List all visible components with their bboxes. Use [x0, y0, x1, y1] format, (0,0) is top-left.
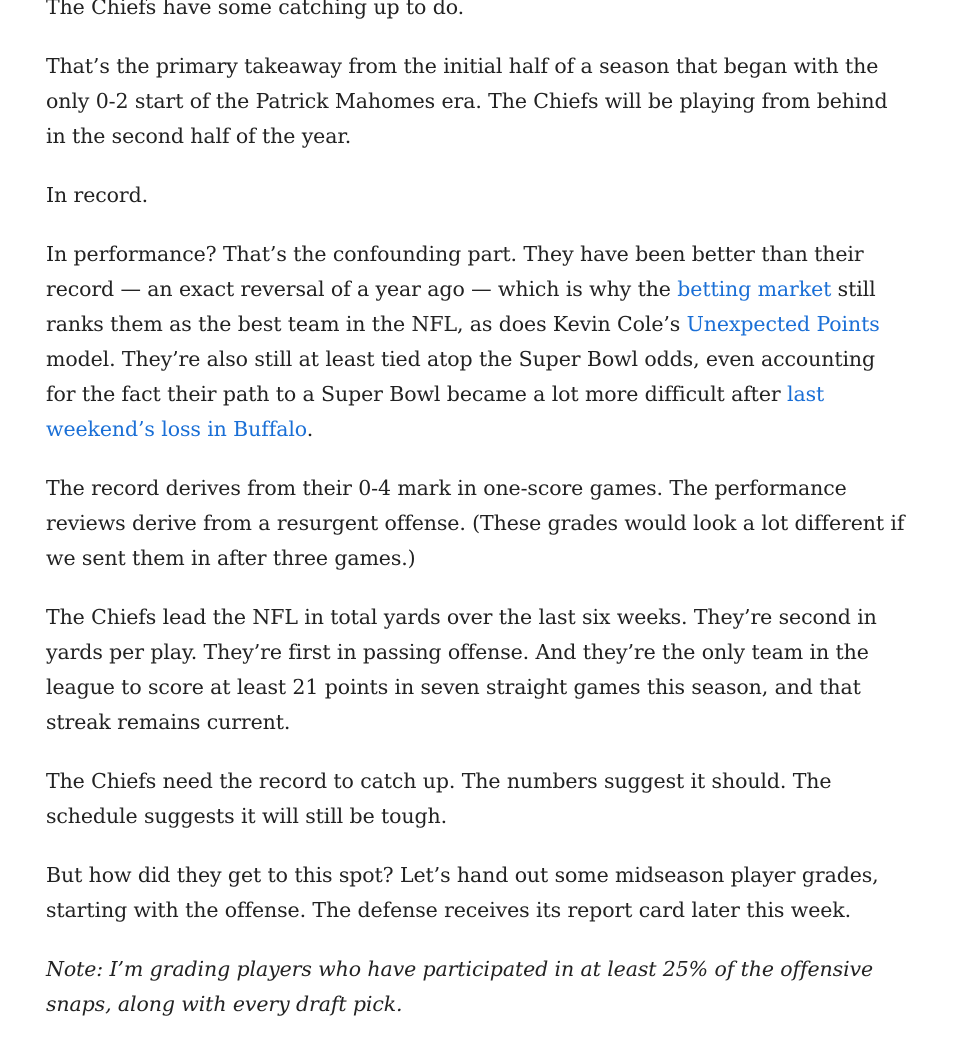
grading-note: Note: I’m grading players who have participated in at least 25% of the offensive snaps, along with every draft pick.	[46, 957, 874, 1016]
paragraph-text: .	[306, 417, 314, 441]
paragraph-takeaway: That’s the primary takeaway from the initial half of a season that began with the only 0-2 start of the Patrick Mahomes era. The Chiefs will be playing from behind in the second half of the year.	[46, 54, 888, 148]
unexpected-points-link[interactable]: Unexpected Points	[686, 312, 880, 336]
paragraph-in-record: In record.	[46, 183, 149, 207]
paragraph-text: model. They’re also still at least tied atop the Super Bowl odds, even accounting for the fact their path to a Super Bowl became a lot more difficult after	[46, 347, 876, 406]
paragraph-text: still ranks them as the best team in the NFL, as does Kevin Cole’s	[46, 277, 876, 336]
paragraph-intro: The Chiefs have some catching up to do.	[46, 0, 465, 19]
paragraph-nfl-lead: The Chiefs lead the NFL in total yards over the last six weeks. They’re second in yards per play. They’re first in passing offense. And they’re the only team in the league to score at least 21 points in seven straight games this season, and that streak remains current.	[46, 605, 877, 734]
buffalo-loss-link[interactable]: last weekend’s loss in Buffalo	[46, 382, 825, 441]
paragraph-text: In performance? That’s the confounding part. They have been better than their record — an exact reversal of a year ago — which is why the	[46, 242, 864, 301]
betting-market-link[interactable]: betting market	[677, 277, 832, 301]
paragraph-grades-intro: But how did they get to this spot? Let’s hand out some midseason player grades, starting with the offense. The defense receives its report card later this week.	[46, 863, 879, 922]
article-body	[46, 0, 906, 1046]
paragraph-record-derives: The record derives from their 0-4 mark in one-score games. The performance reviews derive from a resurgent offense. (These grades would look a lot different if we sent them in after three games.)	[46, 476, 905, 570]
paragraph-performance	[46, 237, 906, 447]
paragraph-catch-up: The Chiefs need the record to catch up. The numbers suggest it should. The schedule suggests it will still be tough.	[46, 769, 832, 828]
